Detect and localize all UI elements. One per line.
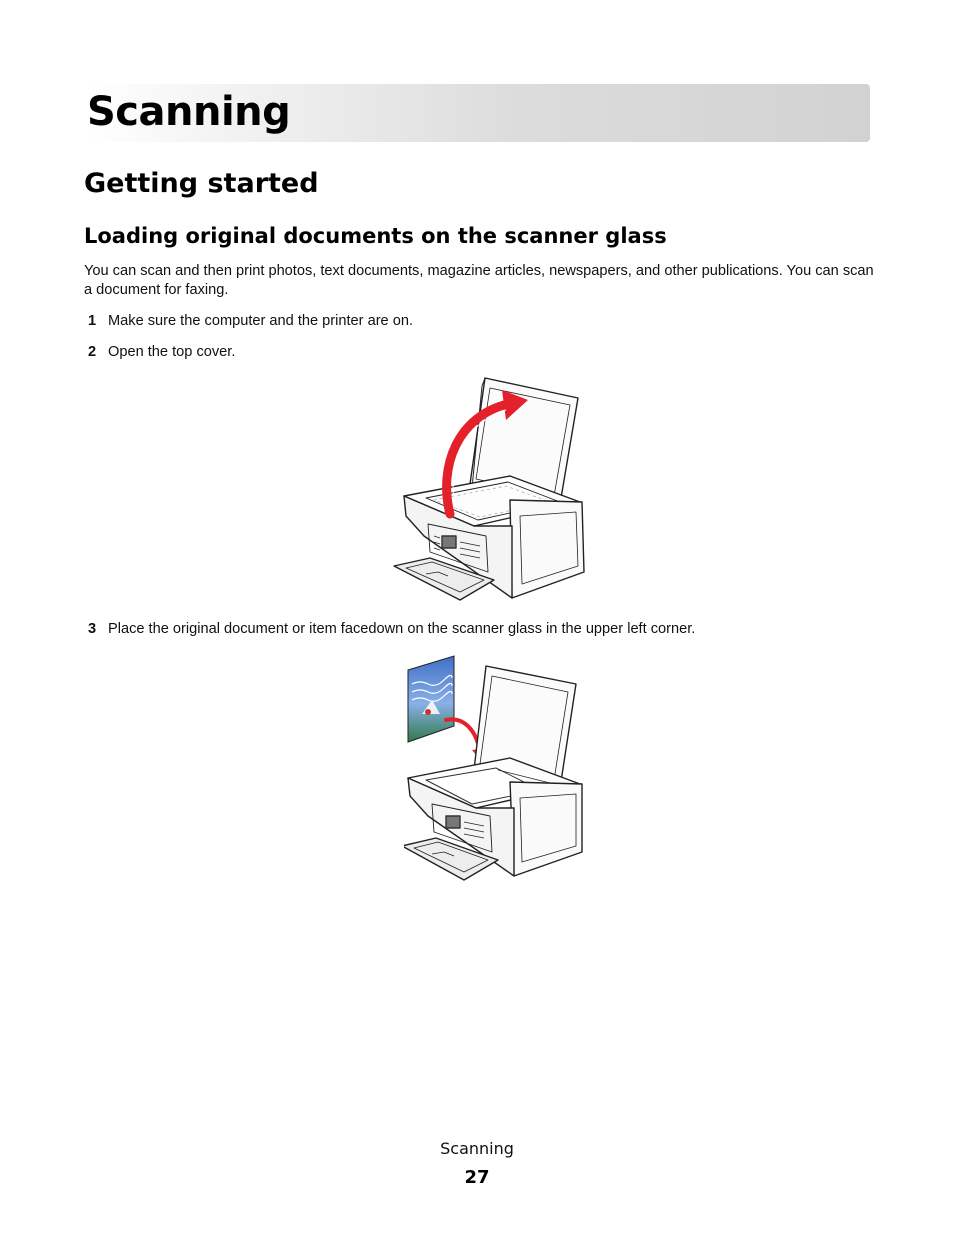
subsection-heading: Loading original documents on the scanner glass — [84, 224, 667, 248]
intro-paragraph: You can scan and then print photos, text documents, magazine articles, newspapers, and other publications. You can scan a document for faxing. — [84, 263, 874, 298]
section-heading: Getting started — [84, 168, 319, 199]
step-1 — [88, 312, 413, 331]
step-text: Place the original document or item facedown on the scanner glass in the upper left corner. — [108, 621, 696, 637]
place-document-illustration — [404, 654, 586, 886]
open-cover-illustration — [390, 376, 590, 608]
step-3 — [88, 620, 695, 639]
footer-chapter-label: Scanning — [440, 1139, 514, 1158]
photo-thumbnail — [408, 656, 454, 742]
page-number: 27 — [464, 1167, 490, 1188]
step-number: 3 — [88, 621, 97, 637]
chapter-title: Scanning — [87, 89, 291, 135]
step-2 — [88, 343, 235, 362]
step-number: 2 — [88, 344, 97, 360]
step-text: Open the top cover. — [108, 344, 236, 360]
step-text: Make sure the computer and the printer are on. — [108, 313, 414, 329]
step-number: 1 — [88, 313, 97, 329]
